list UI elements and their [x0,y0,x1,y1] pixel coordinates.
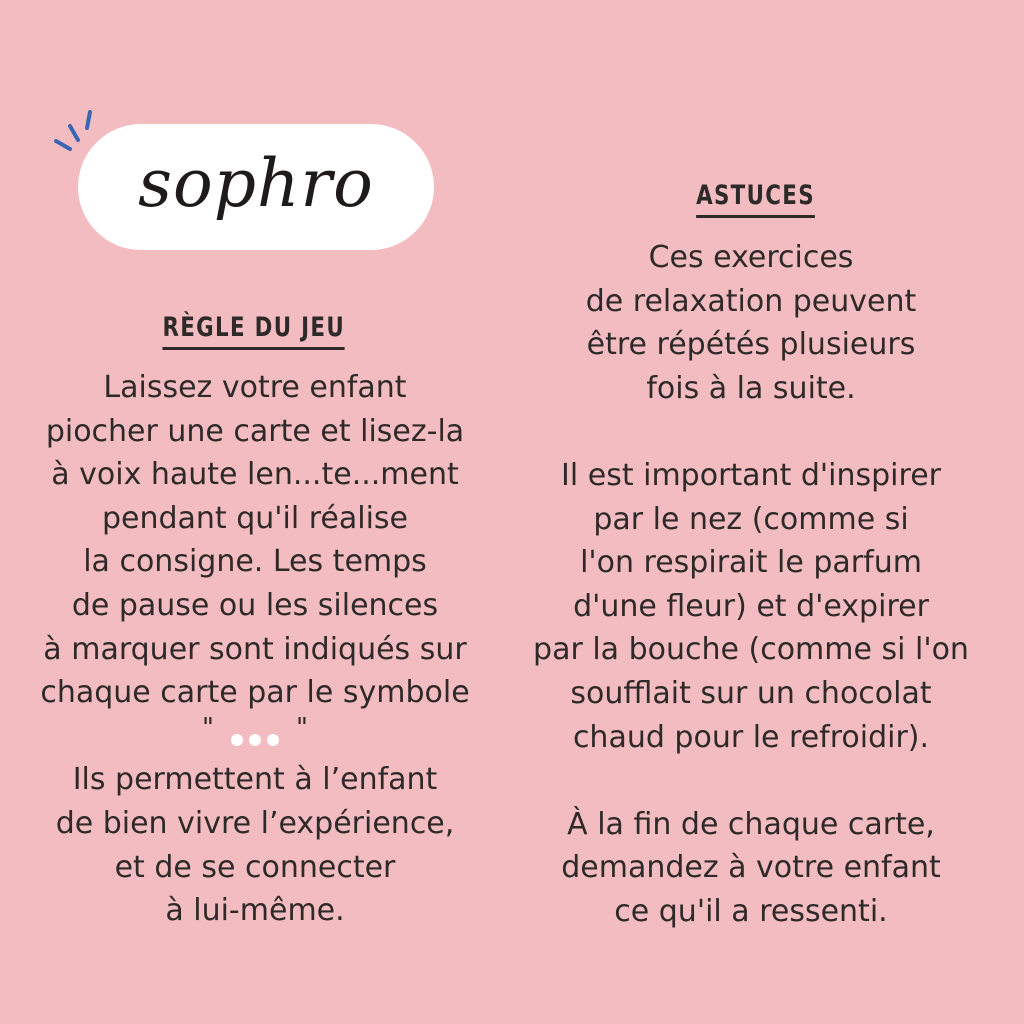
tips-heading: ASTUCES [696,180,815,218]
rules-line: Laissez votre enfant [103,370,407,405]
rules-line: Ils permettent à l’enfant [72,762,438,798]
tips-line: par le nez (comme si [593,501,909,537]
tips-line: ce qu'il a ressenti. [614,893,888,929]
tips-text [496,236,1006,934]
tips-line: fois à la suite. [646,370,856,406]
pause-symbol [0,712,510,759]
tips-line: soufflait sur un chocolat [570,675,932,711]
tips-line: d'une fleur) et d'expirer [573,588,929,624]
tips-line: demandez à votre enfant [561,850,941,886]
tips-line: par la bouche (comme si l'on [533,632,969,668]
paragraph-gap [496,410,1006,454]
rules-text [0,366,510,933]
tips-line: l'on respirait le parfum [580,545,922,581]
tips-line: être répétés plusieurs [586,327,916,363]
rules-heading: RÈGLE DU JEU [162,312,345,350]
rules-line: chaque carte par le symbole [40,675,470,711]
tips-line: chaud pour le refroidir). [572,719,930,755]
rules-line: à lui-même. [165,893,345,929]
rules-line: à voix haute len...te...ment [51,457,459,493]
logo [50,104,440,254]
tips-line: Ces exercices [648,240,854,275]
rules-line: et de se connecter [114,849,396,885]
tips-line: de relaxation peuvent [585,283,917,319]
close-quote: " [296,712,308,743]
tips-line: À la fin de chaque carte, [567,806,935,842]
rules-line: de pause ou les silences [71,587,439,623]
rules-line: pendant qu'il réalise [101,500,409,536]
logo-text: sophro [138,144,374,222]
rules-line: piocher une carte et lisez-la [45,413,465,449]
open-quote: " [202,712,214,743]
rules-line: à marquer sont indiqués sur [43,631,467,667]
rules-line: la consigne. Les temps [83,544,427,580]
rules-line: de bien vivre l’expérience, [55,805,455,841]
three-dots-icon [228,715,282,759]
paragraph-gap [496,759,1006,803]
tips-line: Il est important d'inspirer [561,457,941,493]
